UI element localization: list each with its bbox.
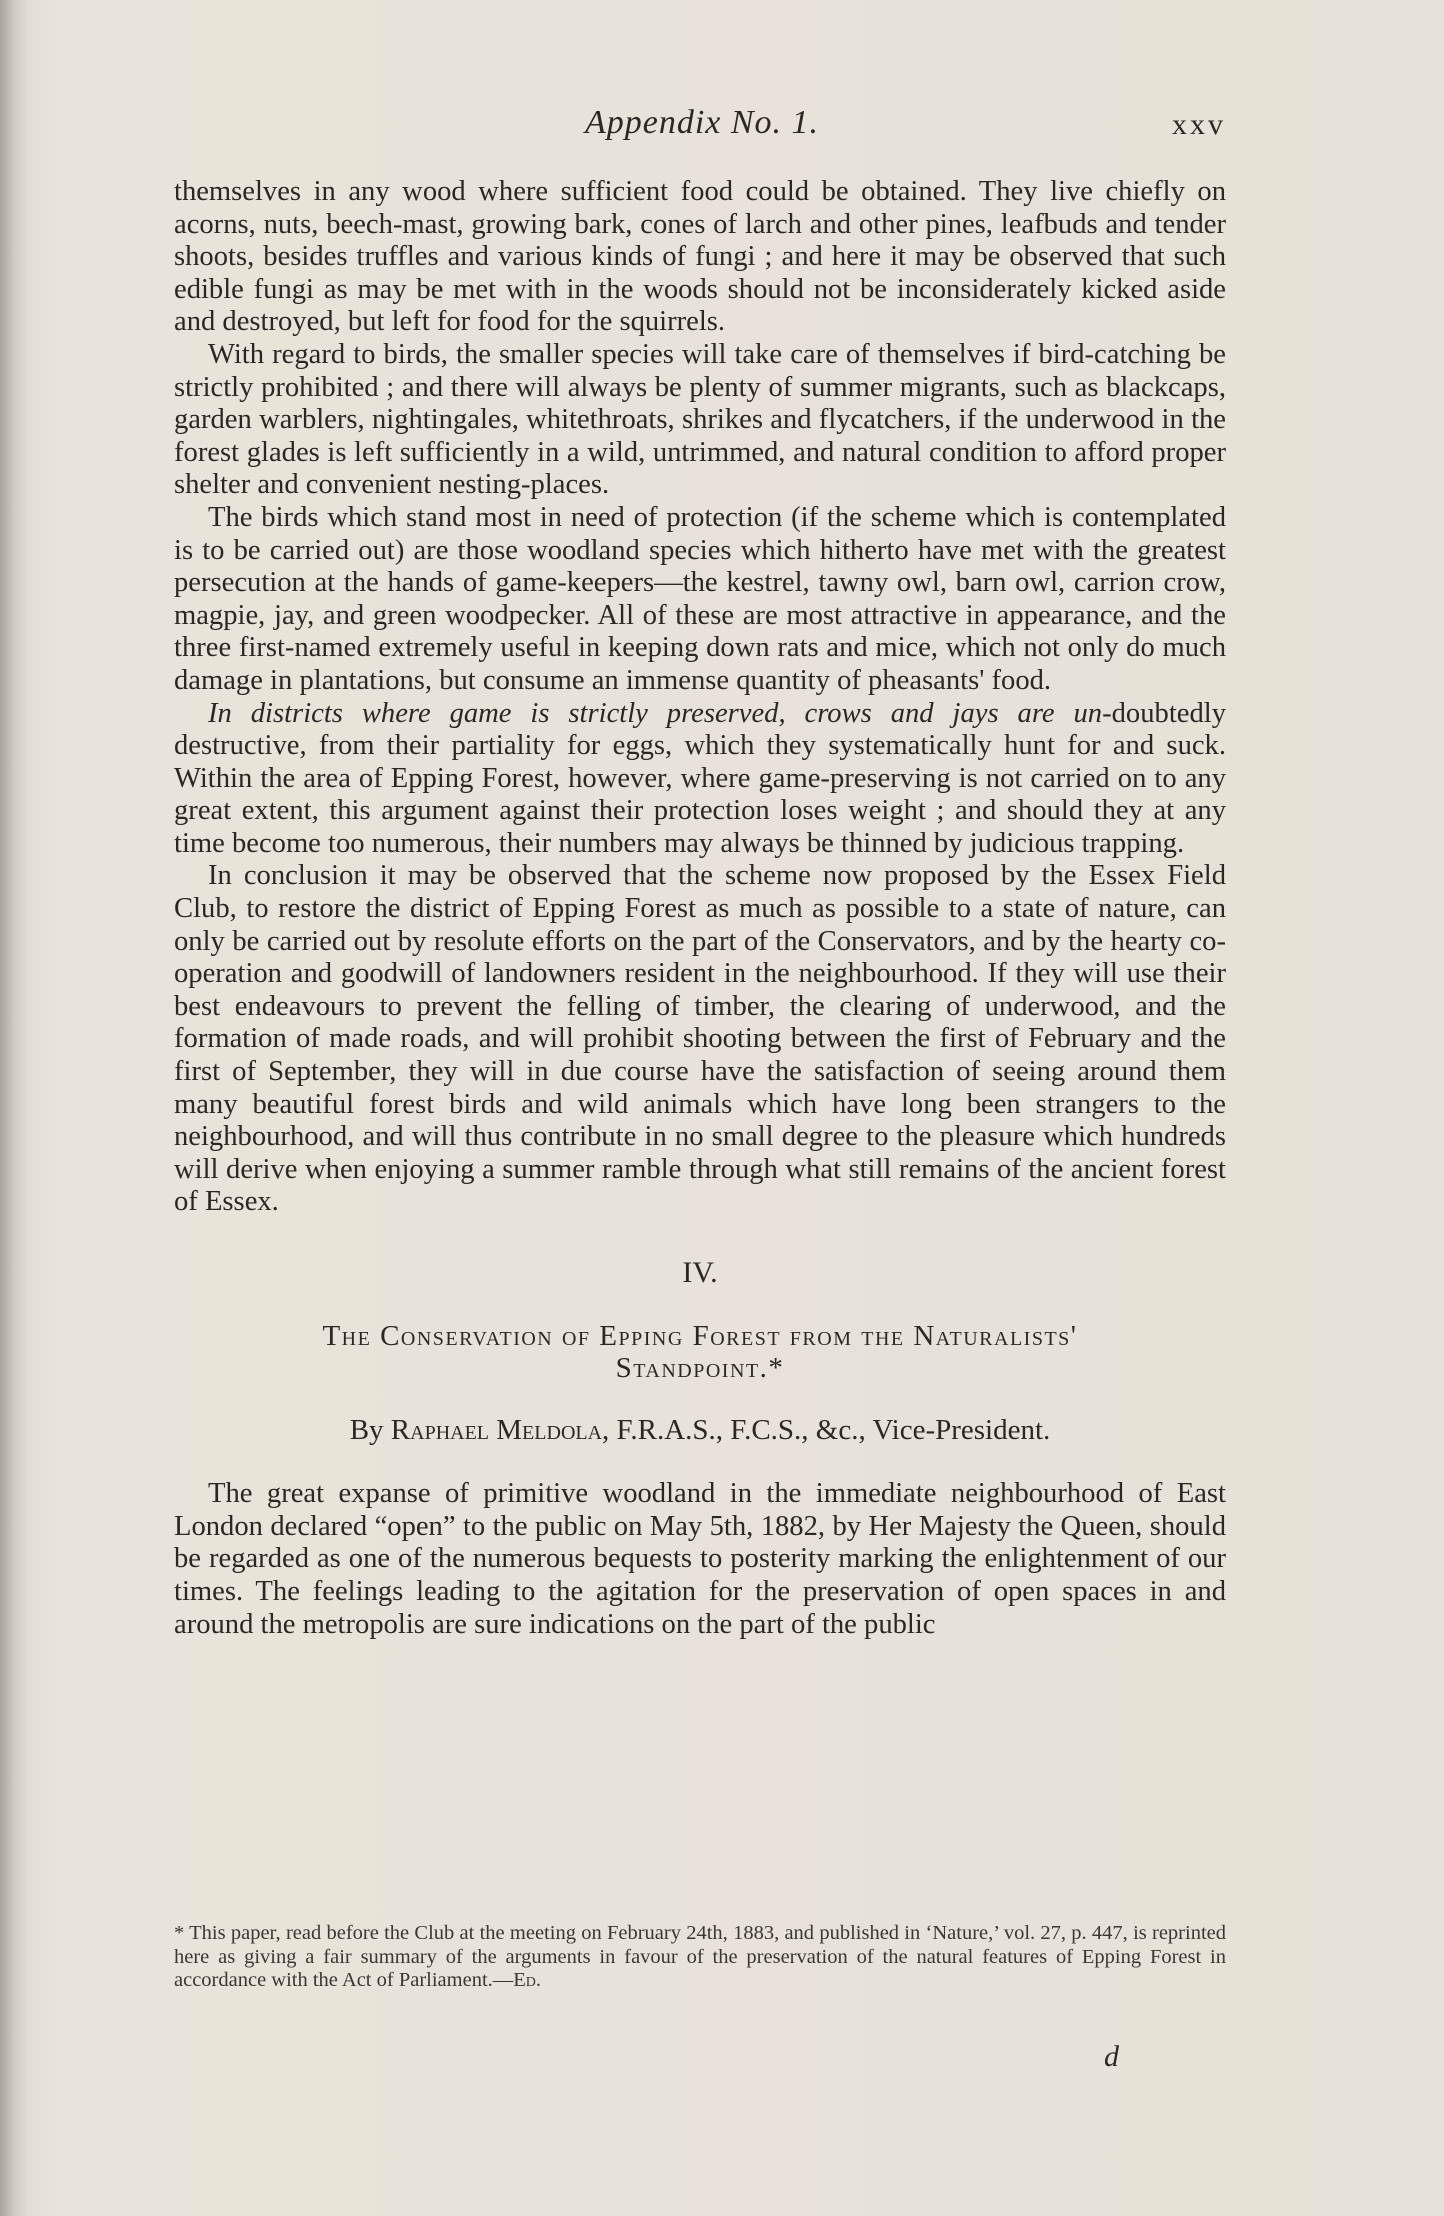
author-credentials: , F.R.A.S., F.C.S., &c., Vice-President. (602, 1413, 1051, 1446)
footnote-text: * This paper, read before the Club at the meeting on February 24th, 1883, and published in ‘Nature,’ vol. 27, p. 447, is reprinted here as giving a fair summary of the arguments in favour of the preservation of the natural features of Epping Forest in accordance with the Act of Parliament.— (174, 1922, 1226, 1991)
running-header (178, 104, 1226, 148)
author-byline (174, 1414, 1226, 1447)
paragraph-protection: The birds which stand most in need of protection (if the scheme which is contemplated is to be carried out) are those woodland species which hitherto have met with the greatest persecution at the hands of game-keepers—the kestrel, tawny owl, barn owl, carrion crow, magpie, jay, and green woodpecker. All of these are most attractive in appearance, and the three first-named extremely useful in keeping down rats and mice, which not only do much damage in plantations, but consume an immense quantity of pheasants' food. (174, 501, 1226, 696)
paragraph-section-opening: The great expanse of primitive woodland in the immediate neighbourhood of East London declared “open” to the public on May 5th, 1882, by Her Majesty the Queen, should be regarded as one of the numerous bequests to posterity marking the enlightenment of our times. The feelings leading to the agitation for the preservation of open spaces in and around the metropolis are sure indications on the part of the public (174, 1478, 1226, 1640)
section-title (194, 1320, 1206, 1384)
paragraph-squirrels: themselves in any wood where sufficient food could be obtained. They live chiefly on acorns, nuts, beech-mast, growing bark, cones of larch and other pines, leafbuds and tender shoots, besides truffles and various kinds of fungi ; and here it may be observed that such edible fungi as may be met with in the woods should not be inconsiderately kicked aside and destroyed, but left for food for the squirrels. (174, 176, 1226, 338)
section-number: IV. (682, 1256, 718, 1289)
paragraph-game-districts (174, 698, 1226, 861)
footnote (174, 1922, 1226, 1993)
author-name: Raphael Meldola (390, 1413, 603, 1446)
footnote-editor: Ed. (513, 1969, 542, 1991)
byline-by: By (349, 1413, 384, 1446)
paragraph-conclusion: In conclusion it may be observed that the scheme now proposed by the Essex Field Club, to restore the district of Epping Forest as much as possible to a state of nature, can only be carried out by resolute efforts on the part of the Conservators, and by the hearty co-operation and goodwill of landowners resident in the neighbourhood. If they will use their best endeavours to prevent the felling of timber, the clearing of underwood, and the formation of made roads, and will prohibit shooting between the first of February and the first of September, they will in due course have the satisfaction of seeing around them many beautiful forest birds and wild animals which have long been strangers to the neighbourhood, and will thus contribute in no small degree to the pleasure which hundreds will derive when enjoying a summer ramble through what still remains of the ancient forest of Essex. (174, 860, 1226, 1218)
page-number: xxv (1172, 108, 1226, 141)
signature-mark: d (1104, 2040, 1119, 2073)
paragraph-game-districts-rest: doubtedly destructive, from their partiality for eggs, which they systematically hunt for and suck. Within the area of Epping Forest, however, where game-preserving is not carried on to any great extent, this argument against their protection loses weight ; and should they at any time become too numerous, their numbers may always be thinned by judicious trapping. (174, 697, 1226, 859)
running-title: Appendix No. 1. (584, 104, 820, 141)
body-text (174, 176, 1226, 1641)
section-title-line-2: Standpoint.* (615, 1351, 785, 1384)
italic-lead-text: In districts where game is strictly preserved, crows and jays are un- (208, 697, 1112, 729)
paragraph-birds: With regard to birds, the smaller species will take care of themselves if bird-catching be strictly prohibited ; and there will always be plenty of summer migrants, such as blackcaps, garden warblers, nightingales, whitethroats, shrikes and flycatchers, if the underwood in the forest glades is left sufficiently in a wild, untrimmed, and natural condition to afford proper shelter and convenient nesting-places. (174, 338, 1226, 501)
section-title-line-1: The Conservation of Epping Forest from the Naturalists' (322, 1319, 1078, 1352)
